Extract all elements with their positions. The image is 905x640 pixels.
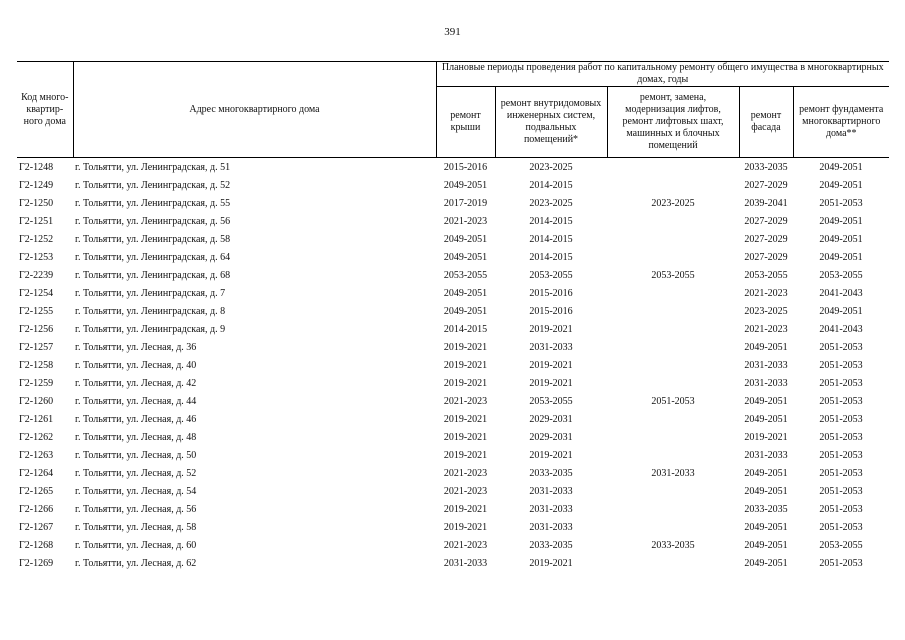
table-row — [17, 248, 889, 266]
cell-code: Г2-1263 — [19, 449, 54, 461]
cell-address: г. Тольятти, ул. Лесная, д. 48 — [75, 431, 197, 443]
cell-elevators — [607, 176, 739, 194]
table-row — [17, 302, 889, 320]
cell-facade: 2027-2029 — [744, 179, 788, 191]
cell-elevators: 2053-2055 — [651, 269, 695, 281]
cell-elevators — [607, 230, 739, 248]
cell-address: г. Тольятти, ул. Ленинградская, д. 7 — [75, 287, 226, 299]
cell-engineering: 2019-2021 — [529, 557, 573, 569]
cell-roof: 2019-2021 — [443, 359, 488, 371]
cell-engineering: 2015-2016 — [529, 287, 573, 299]
cell-elevators — [607, 284, 739, 302]
cell-facade: 2031-2033 — [744, 449, 788, 461]
cell-roof: 2049-2051 — [443, 251, 488, 263]
cell-roof: 2019-2021 — [443, 449, 488, 461]
cell-foundation: 2049-2051 — [819, 305, 863, 317]
cell-foundation: 2051-2053 — [819, 431, 863, 443]
capital-repair-table — [17, 61, 889, 572]
cell-engineering: 2029-2031 — [529, 413, 573, 425]
table-row — [17, 518, 889, 536]
table-row — [17, 374, 889, 392]
cell-code: Г2-1252 — [19, 233, 54, 245]
cell-code: Г2-1249 — [19, 179, 54, 191]
cell-code: Г2-1253 — [19, 251, 54, 263]
cell-address: г. Тольятти, ул. Ленинградская, д. 8 — [75, 305, 226, 317]
table-row — [17, 176, 889, 194]
cell-code: Г2-1269 — [19, 557, 54, 569]
cell-code: Г2-1256 — [19, 323, 54, 335]
table-row — [17, 338, 889, 356]
cell-roof: 2021-2023 — [443, 467, 488, 479]
cell-facade: 2033-2035 — [744, 503, 788, 515]
cell-engineering: 2014-2015 — [529, 233, 573, 245]
cell-roof: 2019-2021 — [443, 413, 488, 425]
cell-code: Г2-1248 — [17, 158, 73, 177]
cell-foundation: 2041-2043 — [819, 287, 863, 299]
cell-facade: 2049-2051 — [744, 341, 788, 353]
cell-engineering: 2014-2015 — [529, 179, 573, 191]
cell-foundation: 2051-2053 — [819, 521, 863, 533]
cell-code: Г2-1258 — [19, 359, 54, 371]
cell-roof: 2021-2023 — [443, 215, 488, 227]
cell-address: г. Тольятти, ул. Лесная, д. 54 — [75, 485, 197, 497]
table-header — [17, 62, 889, 158]
cell-address: г. Тольятти, ул. Ленинградская, д. 9 — [75, 323, 226, 335]
cell-code: Г2-1254 — [19, 287, 54, 299]
cell-roof: 2049-2051 — [443, 305, 488, 317]
cell-code: Г2-1264 — [19, 467, 54, 479]
cell-foundation: 2049-2051 — [793, 158, 889, 177]
cell-engineering: 2019-2021 — [529, 359, 573, 371]
cell-roof: 2049-2051 — [443, 233, 488, 245]
cell-elevators — [607, 518, 739, 536]
cell-facade: 2049-2051 — [744, 395, 788, 407]
table-row — [17, 230, 889, 248]
cell-address: г. Тольятти, ул. Ленинградская, д. 52 — [75, 179, 231, 191]
cell-foundation: 2051-2053 — [819, 359, 863, 371]
cell-roof: 2015-2016 — [436, 158, 495, 177]
cell-foundation: 2051-2053 — [819, 377, 863, 389]
cell-address: г. Тольятти, ул. Ленинградская, д. 51 — [73, 158, 436, 177]
cell-facade: 2033-2035 — [739, 158, 793, 177]
cell-address: г. Тольятти, ул. Ленинградская, д. 68 — [75, 269, 231, 281]
table-row — [17, 266, 889, 284]
cell-foundation: 2051-2053 — [819, 413, 863, 425]
table-row — [17, 194, 889, 212]
cell-elevators — [607, 500, 739, 518]
cell-address: г. Тольятти, ул. Ленинградская, д. 64 — [75, 251, 231, 263]
table-row — [17, 482, 889, 500]
cell-address: г. Тольятти, ул. Лесная, д. 52 — [75, 467, 197, 479]
cell-engineering: 2033-2035 — [529, 539, 573, 551]
cell-address: г. Тольятти, ул. Лесная, д. 36 — [75, 341, 197, 353]
header-facade: ремонт фасада — [739, 87, 793, 158]
cell-elevators — [607, 428, 739, 446]
cell-code: Г2-1268 — [19, 539, 54, 551]
cell-engineering: 2031-2033 — [529, 503, 573, 515]
cell-foundation: 2049-2051 — [819, 179, 863, 191]
cell-elevators: 2023-2025 — [651, 197, 695, 209]
cell-foundation: 2049-2051 — [819, 215, 863, 227]
cell-engineering: 2031-2033 — [529, 521, 573, 533]
table-row — [17, 158, 889, 177]
cell-roof: 2021-2023 — [443, 395, 488, 407]
cell-address: г. Тольятти, ул. Ленинградская, д. 56 — [75, 215, 231, 227]
cell-engineering: 2029-2031 — [529, 431, 573, 443]
page-number: 391 — [444, 26, 461, 38]
cell-roof: 2019-2021 — [443, 341, 488, 353]
cell-facade: 2031-2033 — [744, 377, 788, 389]
header-address: Адрес многоквартирного дома — [73, 62, 436, 158]
cell-roof: 2021-2023 — [443, 485, 488, 497]
cell-engineering: 2014-2015 — [529, 215, 573, 227]
table-row — [17, 428, 889, 446]
cell-code: Г2-1267 — [19, 521, 54, 533]
cell-facade: 2023-2025 — [744, 305, 788, 317]
cell-elevators — [607, 302, 739, 320]
cell-foundation: 2051-2053 — [819, 341, 863, 353]
table-row — [17, 446, 889, 464]
cell-code: Г2-1250 — [19, 197, 54, 209]
cell-address: г. Тольятти, ул. Ленинградская, д. 58 — [75, 233, 231, 245]
table-row — [17, 410, 889, 428]
table-row — [17, 212, 889, 230]
cell-facade: 2049-2051 — [744, 557, 788, 569]
cell-code: Г2-1255 — [19, 305, 54, 317]
cell-elevators — [607, 338, 739, 356]
cell-roof: 2031-2033 — [443, 557, 488, 569]
cell-facade: 2021-2023 — [744, 323, 788, 335]
cell-facade: 2049-2051 — [744, 413, 788, 425]
cell-elevators — [607, 158, 739, 177]
cell-address: г. Тольятти, ул. Лесная, д. 60 — [75, 539, 197, 551]
cell-elevators — [607, 446, 739, 464]
cell-roof: 2053-2055 — [443, 269, 488, 281]
cell-foundation: 2051-2053 — [819, 557, 863, 569]
cell-address: г. Тольятти, ул. Лесная, д. 40 — [75, 359, 197, 371]
cell-address: г. Тольятти, ул. Ленинградская, д. 55 — [75, 197, 231, 209]
table-row — [17, 356, 889, 374]
cell-engineering: 2015-2016 — [529, 305, 573, 317]
cell-foundation: 2049-2051 — [819, 233, 863, 245]
cell-elevators: 2031-2033 — [651, 467, 695, 479]
cell-address: г. Тольятти, ул. Лесная, д. 44 — [75, 395, 197, 407]
cell-engineering: 2014-2015 — [529, 251, 573, 263]
cell-engineering: 2031-2033 — [529, 341, 573, 353]
cell-elevators — [607, 482, 739, 500]
cell-elevators — [607, 248, 739, 266]
cell-roof: 2049-2051 — [443, 179, 488, 191]
cell-facade: 2019-2021 — [744, 431, 788, 443]
cell-foundation: 2049-2051 — [819, 251, 863, 263]
cell-foundation: 2051-2053 — [819, 503, 863, 515]
cell-roof: 2019-2021 — [443, 377, 488, 389]
cell-engineering: 2019-2021 — [529, 377, 573, 389]
cell-code: Г2-1261 — [19, 413, 54, 425]
table-body — [17, 158, 889, 573]
cell-facade: 2049-2051 — [744, 485, 788, 497]
cell-elevators — [607, 212, 739, 230]
table-row — [17, 320, 889, 338]
table-row — [17, 464, 889, 482]
cell-engineering: 2023-2025 — [529, 197, 573, 209]
cell-facade: 2027-2029 — [744, 215, 788, 227]
cell-roof: 2049-2051 — [443, 287, 488, 299]
cell-engineering: 2031-2033 — [529, 485, 573, 497]
cell-foundation: 2053-2055 — [819, 539, 863, 551]
cell-foundation: 2051-2053 — [819, 395, 863, 407]
cell-facade: 2039-2041 — [744, 197, 788, 209]
cell-roof: 2014-2015 — [443, 323, 488, 335]
cell-foundation: 2051-2053 — [819, 467, 863, 479]
cell-foundation: 2051-2053 — [819, 449, 863, 461]
header-elevators: ремонт, замена, модернизация лифтов, ремонт лифтовых шахт, машинных и блочных помещений — [607, 87, 739, 158]
cell-code: Г2-1259 — [19, 377, 54, 389]
cell-address: г. Тольятти, ул. Лесная, д. 58 — [75, 521, 197, 533]
cell-foundation: 2053-2055 — [819, 269, 863, 281]
cell-roof: 2019-2021 — [443, 431, 488, 443]
cell-facade: 2031-2033 — [744, 359, 788, 371]
cell-facade: 2049-2051 — [744, 467, 788, 479]
cell-elevators — [607, 410, 739, 428]
cell-foundation: 2051-2053 — [819, 485, 863, 497]
cell-code: Г2-1251 — [19, 215, 54, 227]
cell-address: г. Тольятти, ул. Лесная, д. 46 — [75, 413, 197, 425]
table-row — [17, 392, 889, 410]
cell-roof: 2019-2021 — [443, 521, 488, 533]
table-row — [17, 554, 889, 572]
cell-code: Г2-1260 — [19, 395, 54, 407]
header-periods-group: Плановые периоды проведения работ по капитальному ремонту общего имущества в многоквартирных домах, годы — [436, 62, 889, 87]
cell-elevators — [607, 554, 739, 572]
header-engineering: ремонт внутридомовых инженерных систем, подвальных помещений* — [495, 87, 607, 158]
cell-facade: 2049-2051 — [744, 521, 788, 533]
cell-elevators — [607, 356, 739, 374]
cell-elevators — [607, 374, 739, 392]
header-roof: ремонт крыши — [436, 87, 495, 158]
cell-code: Г2-1257 — [19, 341, 54, 353]
header-foundation: ремонт фундамента многоквартирного дома** — [793, 87, 889, 158]
cell-engineering: 2053-2055 — [529, 395, 573, 407]
cell-foundation: 2041-2043 — [819, 323, 863, 335]
cell-elevators: 2051-2053 — [651, 395, 695, 407]
cell-foundation: 2051-2053 — [819, 197, 863, 209]
cell-facade: 2027-2029 — [744, 233, 788, 245]
cell-engineering: 2019-2021 — [529, 323, 573, 335]
cell-engineering: 2023-2025 — [495, 158, 607, 177]
header-code: Код много-квартир-ного дома — [17, 62, 73, 158]
cell-elevators — [607, 320, 739, 338]
cell-address: г. Тольятти, ул. Лесная, д. 62 — [75, 557, 197, 569]
cell-engineering: 2033-2035 — [529, 467, 573, 479]
cell-facade: 2027-2029 — [744, 251, 788, 263]
cell-facade: 2049-2051 — [744, 539, 788, 551]
cell-engineering: 2053-2055 — [529, 269, 573, 281]
cell-address: г. Тольятти, ул. Лесная, д. 50 — [75, 449, 197, 461]
cell-code: Г2-1262 — [19, 431, 54, 443]
cell-roof: 2021-2023 — [443, 539, 488, 551]
table-row — [17, 500, 889, 518]
cell-elevators: 2033-2035 — [651, 539, 695, 551]
cell-roof: 2017-2019 — [443, 197, 488, 209]
cell-code: Г2-2239 — [19, 269, 54, 281]
cell-facade: 2053-2055 — [744, 269, 788, 281]
cell-facade: 2021-2023 — [744, 287, 788, 299]
table-row — [17, 284, 889, 302]
cell-roof: 2019-2021 — [443, 503, 488, 515]
cell-address: г. Тольятти, ул. Лесная, д. 56 — [75, 503, 197, 515]
cell-address: г. Тольятти, ул. Лесная, д. 42 — [75, 377, 197, 389]
cell-code: Г2-1266 — [19, 503, 54, 515]
cell-engineering: 2019-2021 — [529, 449, 573, 461]
cell-code: Г2-1265 — [19, 485, 54, 497]
table-row — [17, 536, 889, 554]
